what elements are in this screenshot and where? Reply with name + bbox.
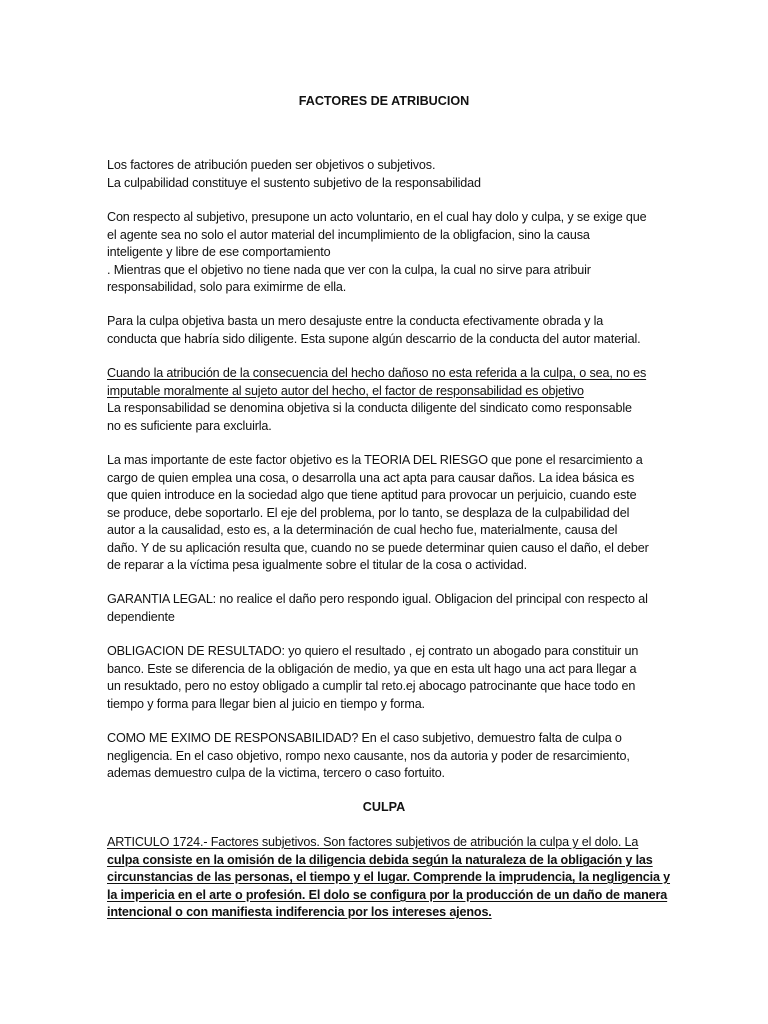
text-line: dependiente [107, 610, 175, 624]
text-line: La mas importante de este factor objetivo es la TEORIA DEL RIESGO que pone el resarcimiento a [107, 453, 643, 467]
text-line: tiempo y forma para llegar bien al juicio en tiempo y forma. [107, 697, 425, 711]
text-line: Para la culpa objetiva basta un mero desajuste entre la conducta efectivamente obrada y la [107, 314, 604, 328]
text-line: . Mientras que el objetivo no tiene nada que ver con la culpa, la cual no sirve para atribuir [107, 263, 591, 277]
underlined-text-line: Cuando la atribución de la consecuencia del hecho dañoso no esta referida a la culpa, o sea, no es [107, 366, 647, 380]
text-line: banco. Este se diferencia de la obligación de medio, ya que en esta ult hago una act para llegar a [107, 662, 637, 676]
underlined-text-line: imputable moralmente al sujeto autor del hecho, el factor de responsabilidad es objetivo [107, 384, 584, 398]
text-line: el agente sea no solo el autor material del incumplimiento de la obligfacion, sino la causa [107, 228, 590, 242]
text-line: autor a la causalidad, esto es, a la determinación de cual hecho fue, materialmente, causa del [107, 523, 618, 537]
text-line: OBLIGACION DE RESULTADO: yo quiero el resultado , ej contrato un abogado para constituir un [107, 644, 639, 658]
text-line: Los factores de atribución pueden ser objetivos o subjetivos. [107, 158, 436, 172]
text-line: responsabilidad, solo para eximirme de ella. [107, 280, 347, 294]
text-line: La culpabilidad constituye el sustento subjetivo de la responsabilidad [107, 176, 481, 190]
text-line: negligencia. En el caso objetivo, rompo nexo causante, nos da autoria y poder de resarcimiento, [107, 749, 630, 763]
article-line: ARTICULO 1724.- Factores subjetivos. Son factores subjetivos de atribución la culpa y el dolo. La [107, 835, 639, 849]
text-line: de reparar a la víctima pesa igualmente sobre el titular de la cosa o actividad. [107, 558, 527, 572]
text-line: cargo de quien emplea una cosa, o desarrolla una act apta para causar daños. La idea básica es [107, 471, 635, 485]
text-line: no es suficiente para excluirla. [107, 419, 272, 433]
document-title: FACTORES DE ATRIBUCION [298, 94, 470, 108]
text-line: conducta que habría sido diligente. Esta supone algún descarrio de la conducta del autor material. [107, 332, 641, 346]
text-line: daño. Y de su aplicación resulta que, cuando no se puede determinar quien causo el daño, el deber [107, 541, 649, 555]
article-line: culpa consiste en la omisión de la diligencia debida según la naturaleza de la obligación y las [107, 853, 653, 867]
article-line: intencional o con manifiesta indiferencia por los intereses ajenos. [107, 905, 492, 919]
text-line: GARANTIA LEGAL: no realice el daño pero respondo igual. Obligacion del principal con respecto al [107, 592, 648, 606]
text-line: inteligente y libre de ese comportamiento [107, 245, 331, 259]
text-line: un resuktado, pero no estoy obligado a cumplir tal reto.ej abocago patrocinante que hace todo en [107, 679, 636, 693]
article-line: la impericia en el arte o profesión. El dolo se configura por la producción de un daño de manera [107, 888, 668, 902]
text-line: que quien introduce en la sociedad algo que tiene aptitud para provocar un perjuicio, cuando este [107, 488, 637, 502]
text-line: COMO ME EXIMO DE RESPONSABILIDAD? En el caso subjetivo, demuestro falta de culpa o [107, 731, 622, 745]
text-line: ademas demuestro culpa de la victima, tercero o caso fortuito. [107, 766, 445, 780]
text-line: Con respecto al subjetivo, presupone un acto voluntario, en el cual hay dolo y culpa, y se exige que [107, 210, 647, 224]
article-line: circunstancias de las personas, el tiempo y el lugar. Comprende la imprudencia, la negligencia y [107, 870, 671, 884]
section-heading: CULPA [362, 800, 406, 814]
text-line: La responsabilidad se denomina objetiva si la conducta diligente del sindicato como responsable [107, 401, 632, 415]
text-line: se produce, debe soportarlo. El eje del problema, por lo tanto, se desplaza de la culpabilidad del [107, 506, 630, 520]
